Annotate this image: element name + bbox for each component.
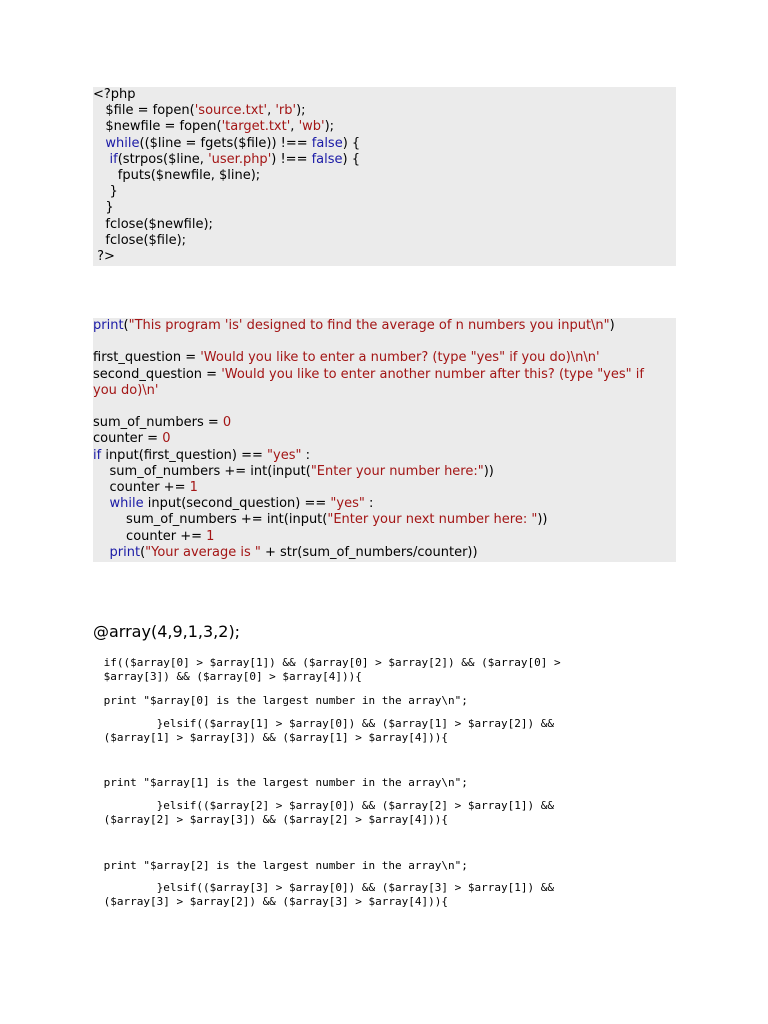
perl-code-line: ($array[3] > $array[2]) && ($array[3] > $array[4])){ <box>97 895 448 908</box>
code-token: : <box>364 496 374 512</box>
code-token: )) <box>483 463 494 479</box>
code-token: ); <box>324 119 335 135</box>
perl-code-line: ($array[2] > $array[3]) && ($array[2] > $array[4])){ <box>97 813 448 826</box>
code-line <box>93 249 115 265</box>
code-token: print <box>93 318 124 333</box>
code-token: print <box>109 544 141 560</box>
perl-code-line: }elsif(($array[2] > $array[0]) && ($array[2] > $array[1]) && <box>97 799 554 812</box>
code-token: , <box>290 119 299 135</box>
code-token: "This program 'is' designed to find the average of n numbers you input\n" <box>128 318 610 333</box>
code-token: ) !== <box>271 151 312 167</box>
perl-code-line: print "$array[0] is the largest number in the array\n"; <box>97 694 468 707</box>
code-token: 'wb' <box>298 119 325 135</box>
code-token: 'rb' <box>275 103 297 119</box>
code-token: 1 <box>189 480 198 495</box>
code-token <box>93 136 105 151</box>
code-token: ( <box>123 318 129 333</box>
code-token: ?> <box>93 249 115 264</box>
perl-code-line: ($array[1] > $array[3]) && ($array[1] > $array[4])){ <box>97 731 448 744</box>
code-token: counter += <box>93 528 207 544</box>
code-line <box>93 318 615 334</box>
code-line <box>93 448 310 464</box>
code-token: input(first_question) == <box>101 447 268 463</box>
code-token <box>93 496 110 511</box>
code-token: ) { <box>342 151 361 167</box>
code-token: 'target.txt' <box>221 119 291 135</box>
code-line <box>93 119 334 135</box>
code-token: while <box>109 496 144 512</box>
code-token: + str(sum_of_numbers/counter)) <box>260 544 478 560</box>
code-token: ) { <box>342 135 361 151</box>
code-token: $file = fopen( <box>93 103 195 119</box>
code-token: 'source.txt' <box>194 103 268 119</box>
code-token: if <box>93 447 102 463</box>
code-line <box>93 168 260 184</box>
code-token: } <box>93 200 114 216</box>
code-token: sum_of_numbers = <box>93 415 223 431</box>
code-token: ); <box>296 103 306 119</box>
code-token <box>93 152 110 167</box>
code-line <box>93 431 170 447</box>
code-line <box>93 103 306 119</box>
code-token: input(second_question) == <box>143 496 331 512</box>
code-token: false <box>311 135 343 151</box>
code-token: 0 <box>162 431 171 447</box>
code-token: "Enter your next number here: " <box>327 512 538 528</box>
perl-array-heading: @array(4,9,1,3,2); <box>93 622 241 641</box>
code-token: "Enter your number here:" <box>310 463 484 479</box>
code-token: )) <box>537 512 548 528</box>
code-line <box>93 480 198 496</box>
code-token: fputs($newfile, $line); <box>93 168 261 183</box>
perl-code-line: if(($array[0] > $array[1]) && ($array[0] > $array[2]) && ($array[0] > <box>97 656 561 669</box>
code-token: sum_of_numbers += int(input( <box>93 512 328 528</box>
perl-code-line: }elsif(($array[1] > $array[0]) && ($array[1] > $array[2]) && <box>97 717 554 730</box>
code-token: false <box>311 151 343 167</box>
code-token: (($line = fgets($file)) !== <box>139 135 312 151</box>
code-token: counter += <box>93 480 190 495</box>
code-line <box>93 87 136 103</box>
code-line <box>93 496 373 512</box>
code-token <box>93 545 110 560</box>
php-code-block <box>93 87 676 266</box>
code-token: 1 <box>206 528 215 544</box>
code-token: counter = <box>93 431 163 447</box>
code-token: "Your average is " <box>145 544 261 560</box>
code-token: 0 <box>222 415 232 431</box>
code-line <box>93 545 478 561</box>
code-line <box>93 136 360 152</box>
code-line <box>93 200 114 216</box>
python-code-block <box>93 318 676 562</box>
code-token: ) <box>609 318 615 333</box>
code-token: } <box>93 184 118 200</box>
code-line <box>93 464 494 480</box>
code-token: <?php <box>93 87 136 102</box>
code-token: ( <box>140 544 146 560</box>
code-token: $newfile = fopen( <box>93 119 222 135</box>
perl-code-line: print "$array[1] is the largest number in the array\n"; <box>97 776 468 789</box>
code-token: "yes" <box>267 447 302 463</box>
code-token: you do)\n' <box>93 382 159 398</box>
code-line <box>93 152 360 168</box>
code-line <box>93 415 231 431</box>
perl-code-line: $array[3]) && ($array[0] > $array[4])){ <box>97 670 362 683</box>
code-line <box>93 383 159 399</box>
code-line <box>93 350 600 366</box>
code-line <box>93 233 186 249</box>
code-line <box>93 512 547 528</box>
code-line <box>93 184 118 200</box>
code-token: fclose($file); <box>93 232 187 248</box>
code-line <box>93 367 644 383</box>
code-token: second_question = <box>93 366 222 382</box>
code-token: 'Would you like to enter a number? (type "yes" if you do)\n\n' <box>200 350 600 366</box>
code-token: fclose($newfile); <box>93 216 213 232</box>
perl-code-line: }elsif(($array[3] > $array[0]) && ($array[3] > $array[1]) && <box>97 881 554 894</box>
code-token: (strpos($line, <box>117 151 209 167</box>
code-token: if <box>109 151 118 167</box>
perl-code-block <box>93 650 676 930</box>
code-token: sum_of_numbers += int(input( <box>93 463 311 479</box>
code-line <box>93 217 213 233</box>
code-token: first_question = <box>93 350 201 366</box>
code-token: , <box>267 103 276 119</box>
code-token: 'user.php' <box>208 151 272 167</box>
code-line <box>93 529 214 545</box>
perl-code-line: print "$array[2] is the largest number in the array\n"; <box>97 859 468 872</box>
code-token: "yes" <box>330 496 365 512</box>
code-token: while <box>105 135 140 151</box>
code-token: 'Would you like to enter another number after this? (type "yes" if <box>221 366 644 382</box>
code-token: : <box>301 447 310 463</box>
